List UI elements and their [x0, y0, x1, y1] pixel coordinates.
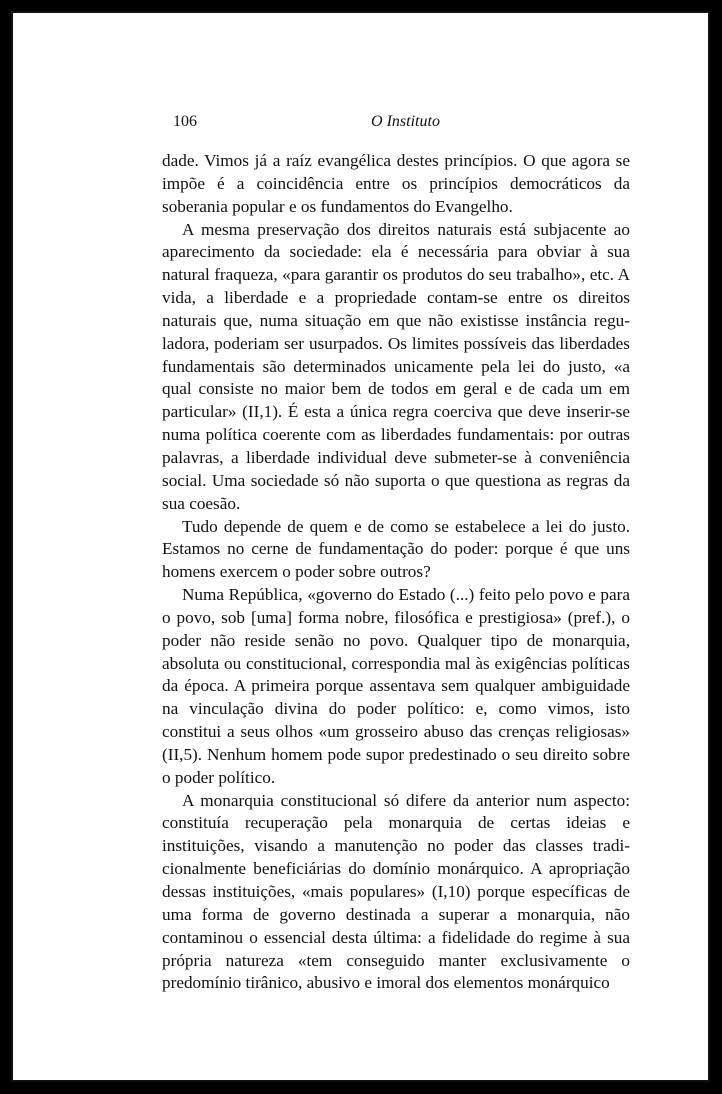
body-text [162, 150, 630, 995]
paragraph: Tudo depende de quem e de como se estabelece a lei do justo. Estamos no cerne de fundamentação do poder: porque é que uns homens exercem o poder sobre outros? [162, 516, 630, 582]
running-title: O Instituto [371, 113, 440, 130]
paragraph: dade. Vimos já a raíz evangélica destes princípios. O que agora se impõe é a coincidência entre os princípios democráticos da soberania popular e os fundamentos do Evangelho. [162, 151, 630, 216]
paragraph: A monarquia constitucional só difere da anterior num aspecto: constituía recuperação pela monarquia de certas ideias e instituições, visando a manutenção no poder das classes tradicionalmente beneficiárias do domínio monárquico. A apropriação dessas instituições, «mais populares» (I,10) porque específicas de uma forma de governo destinada a superar a monarquia, não contaminou o essencial desta última: a fidelidade do regime à sua própria natureza «tem conseguido manter exclusivamente o predomínio tirânico, abusivo e imoral dos elementos monárquico [162, 790, 630, 993]
page-number: 106 [173, 113, 197, 130]
paragraph: A mesma preservação dos direitos naturais está subjacente ao aparecimento da sociedade: ela é necessária para obviar à sua natural fraqueza, «para garantir os produtos do seu trabalho», etc. A vida, a liberdade e a propriedade contam-se entre os direitos naturais que, numa situação em que não existisse instância reguladora, poderiam ser usurpados. Os limites possíveis das liberdades fundamentais são determinados unicamente pela lei do justo, «a qual consiste no maior bem de todos em geral e de cada um em particular» (II,1). É esta a única regra coerciva que deve inserir-se numa política coerente com as liberdades fundamentais: por outras palavras, a liberdade individual deve submeter-se à conveniência social. Uma sociedade só não suporta o que questiona as regras da sua coesão. [162, 219, 630, 513]
paragraph: Numa República, «governo do Estado (...) feito pelo povo e para o povo, sob [uma] forma nobre, filosófica e prestigiosa» (pref.), o poder não reside senão no povo. Qualquer tipo de monarquia, absoluta ou constitucional, correspondia mal às exigências políticas da época. A primeira porque assentava sem qualquer ambiguidade na vinculação divina do poder político: e, como vimos, isto constitui a seus olhos «um grosseiro abuso das crenças religiosas» (II,5). Nenhum homem pode supor predestinado o seu direito sobre o poder político. [162, 585, 630, 787]
page-header [173, 113, 638, 135]
